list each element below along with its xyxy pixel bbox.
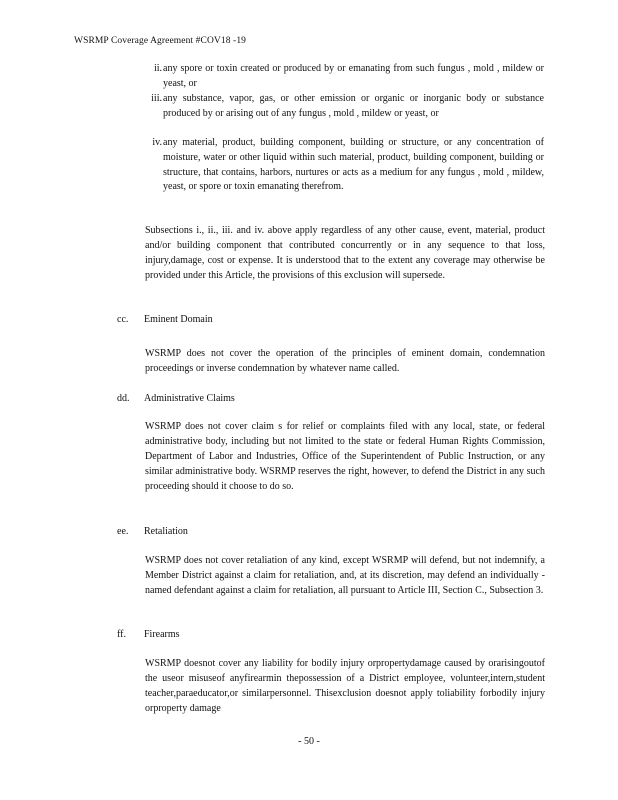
list-item-text: any spore or toxin created or produced by or emanating from such fungus , mold , mildew or yeast, or <box>163 63 544 89</box>
section-body-cc: WSRMP does not cover the operation of the principles of eminent domain, condemnation proceedings or inverse condemnation by whatever name called. <box>145 348 545 374</box>
page-header: WSRMP Coverage Agreement #COV18 -19 <box>74 36 247 46</box>
section-heading-cc <box>117 314 213 325</box>
section-heading-dd <box>117 393 235 404</box>
list-item-text: any material, product, building component, building or structure, or any concentration of moisture, water or other liquid within such material, product, building component, building or structure, that contains, harbors, nurtures or acts as a medium for any fungus , mold , mildew, yeast, or spore or toxin emanating therefrom. <box>163 137 544 193</box>
section-label: ee. <box>117 526 129 537</box>
section-label: dd. <box>117 393 130 404</box>
page-number: - 50 - <box>298 736 320 747</box>
section-title: Eminent Domain <box>144 314 213 325</box>
list-item-iii <box>146 92 544 122</box>
list-item-iv <box>146 136 544 195</box>
section-title: Administrative Claims <box>144 393 235 404</box>
section-label: cc. <box>117 314 129 325</box>
section-heading-ee <box>117 526 188 537</box>
list-item-number: ii. <box>153 63 162 74</box>
section-label: ff. <box>117 629 126 640</box>
list-item-number: iii. <box>151 93 162 104</box>
list-item-ii <box>146 62 544 92</box>
list-item-number: iv. <box>152 137 162 148</box>
section-title: Firearms <box>144 629 180 640</box>
section-heading-ff <box>117 629 180 640</box>
section-body-ee: WSRMP does not cover retaliation of any kind, except WSRMP will defend, but not indemnify, a Member District against a claim for retaliation, and, at its discretion, may defend an individually -named defendant against a claim for retaliation, all pursuant to Article III, Section C., Subsection 3. <box>145 555 545 596</box>
section-body-ff: WSRMP doesnot cover any liability for bodily injury orpropertydamage caused by orarisingoutof the useor misuseof anyfirearmin thepossession of a District employee, volunteer,intern,student teacher,paraeducator,or similarpersonnel. Thisexclusion doesnot apply toliability forbodily injury orproperty damage <box>145 658 545 714</box>
section-body-dd: WSRMP does not cover claim s for relief or complaints filed with any local, state, or federal administrative body, including but not limited to the state or federal Human Rights Commission, Department of Labor and Industries, Office of the Superintendent of Public Instruction, or any similar administrative body. WSRMP reserves the right, however, to defend the District in any such proceeding should it choose to do so. <box>145 421 545 492</box>
list-item-text: any substance, vapor, gas, or other emission or organic or inorganic body or substance produced by or arising out of any fungus , mold , mildew or yeast, or <box>163 93 544 119</box>
section-title: Retaliation <box>144 526 188 537</box>
subsections-paragraph: Subsections i., ii., iii. and iv. above apply regardless of any other cause, event, material, product and/or building component that contributed concurrently or in any sequence to that loss, injury,damage, cost or expense. It is understood that to the extent any coverage may otherwise be provided under this Article, the provisions of this exclusion will supersede. <box>145 225 545 281</box>
